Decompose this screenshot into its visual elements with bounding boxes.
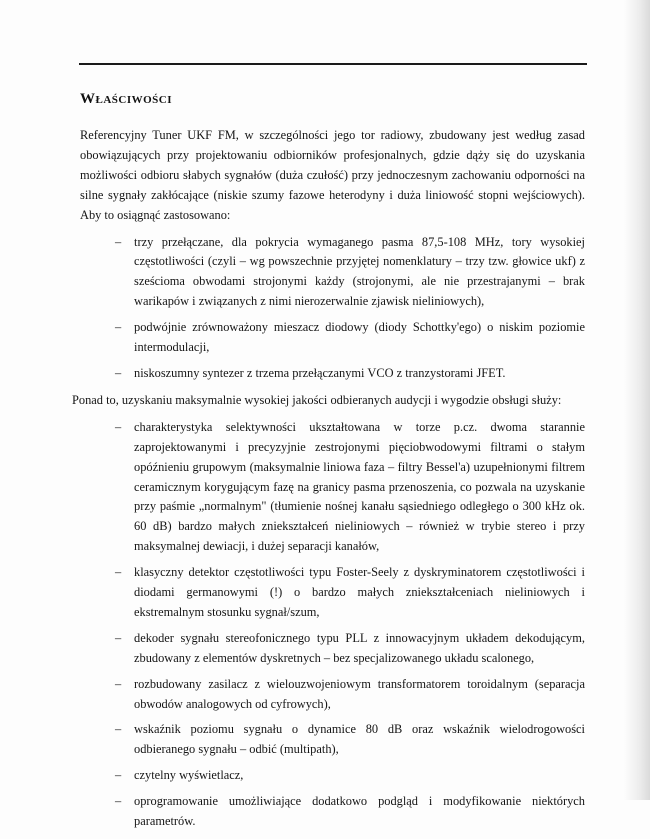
list-item xyxy=(115,563,585,623)
dash-bullet: – xyxy=(115,320,122,335)
features-list-2 xyxy=(80,418,585,832)
page-edge-shadow xyxy=(624,0,650,800)
list-item xyxy=(115,766,585,786)
dash-bullet: – xyxy=(115,419,122,434)
list-item-text: niskoszumny syntezer z trzema przełączanymi VCO z tranzystorami JFET. xyxy=(134,365,506,380)
section-heading: Właściwości xyxy=(80,91,173,107)
dash-bullet: – xyxy=(115,722,122,737)
dash-bullet: – xyxy=(115,676,122,691)
dash-bullet: – xyxy=(115,234,122,249)
list-item xyxy=(115,318,585,358)
intro-paragraph: Referencyjny Tuner UKF FM, w szczególności jego tor radiowy, zbudowany jest według zasad obowiązujących przy projektowaniu odbiorników profesjonalnych, gdzie dąży się do uzyskania możliwości odbioru słabych sygnałów (duża czułość) przy jednoczesnym zachowaniu odporności na silne sygnały zakłócające (niskie szumy fazowe heterodyny i duża liniowość stopni wejściowych). Aby to osiągnąć zastosowano: xyxy=(80,128,585,222)
list-item xyxy=(115,233,585,313)
dash-bullet: – xyxy=(115,365,122,380)
list-item-text: podwójnie zrównoważony mieszacz diodowy (diody Schottky'ego) o niskim poziomie intermodulacji, xyxy=(134,320,585,355)
list-item-text: trzy przełączane, dla pokrycia wymaganego pasma 87,5-108 MHz, tory wysokiej częstotliwości (czyli – wg powszechnie przyjętej nomenklatury – trzy tzw. głowice ukf) z sześcioma obwodami strojonymi każdy (strojonymi, ale nie przestrajanymi – brak warikapów i związanych z nimi nierozerwalnie zjawisk nieliniowych), xyxy=(134,234,585,309)
dash-bullet: – xyxy=(115,768,122,783)
dash-bullet: – xyxy=(115,794,122,809)
dash-bullet: – xyxy=(115,630,122,645)
list-item xyxy=(115,629,585,669)
header-rule xyxy=(79,63,587,65)
list-item-text: rozbudowany zasilacz z wielouzwojeniowym transformatorem toroidalnym (separacja obwodów analogowych od cyfrowych), xyxy=(134,676,585,711)
list-item-text: wskaźnik poziomu sygnału o dynamice 80 dB oraz wskaźnik wielodrogowości odbieranego sygnału – odbić (multipath), xyxy=(134,722,585,757)
list-item-text: charakterystyka selektywności ukształtowana w torze p.cz. dwoma starannie zaprojektowanymi i precyzyjnie zestrojonymi pięciobwodowymi filtrami o stałym opóźnieniu grupowym (maksymalnie liniowa faza – filtry Bessel'a) uzupełnionymi filtrem ceramicznym korygującym fazę na granicy pasma przenoszenia, co pozwala na uzyskanie przy paśmie „normalnym" (tłumienie nośnej kanału sąsiedniego odległego o 300 kHz ok. 60 dB) bardzo małych zniekształceń nieliniowych – również w trybie stereo i przy maksymalnej dewiacji, i dużej separacji kanałów, xyxy=(134,419,585,554)
features-list-1 xyxy=(80,233,585,384)
list-item-text: dekoder sygnału stereofonicznego typu PLL z innowacyjnym układem dekodującym, zbudowany z elementów dyskretnych – bez specjalizowanego układu scalonego, xyxy=(134,630,585,665)
list-item-text: oprogramowanie umożliwiające dodatkowo podgląd i modyfikowanie niektórych parametrów. xyxy=(134,794,585,829)
list-item xyxy=(115,364,585,384)
list-item xyxy=(115,418,585,557)
second-paragraph: Ponad to, uzyskaniu maksymalnie wysokiej jakości odbieranych audycji i wygodzie obsługi służy: xyxy=(72,392,562,407)
list-item xyxy=(115,675,585,715)
list-item-text: klasyczny detektor częstotliwości typu Foster-Seely z dyskryminatorem częstotliwości i diodami germanowymi (!) o bardzo małych zniekształceniach nieliniowych i ekstremalnym stosunku sygnał/szum, xyxy=(134,565,585,619)
list-item xyxy=(115,792,585,832)
dash-bullet: – xyxy=(115,565,122,580)
list-item xyxy=(115,720,585,760)
document-body xyxy=(72,126,585,839)
list-item-text: czytelny wyświetlacz, xyxy=(134,768,244,783)
